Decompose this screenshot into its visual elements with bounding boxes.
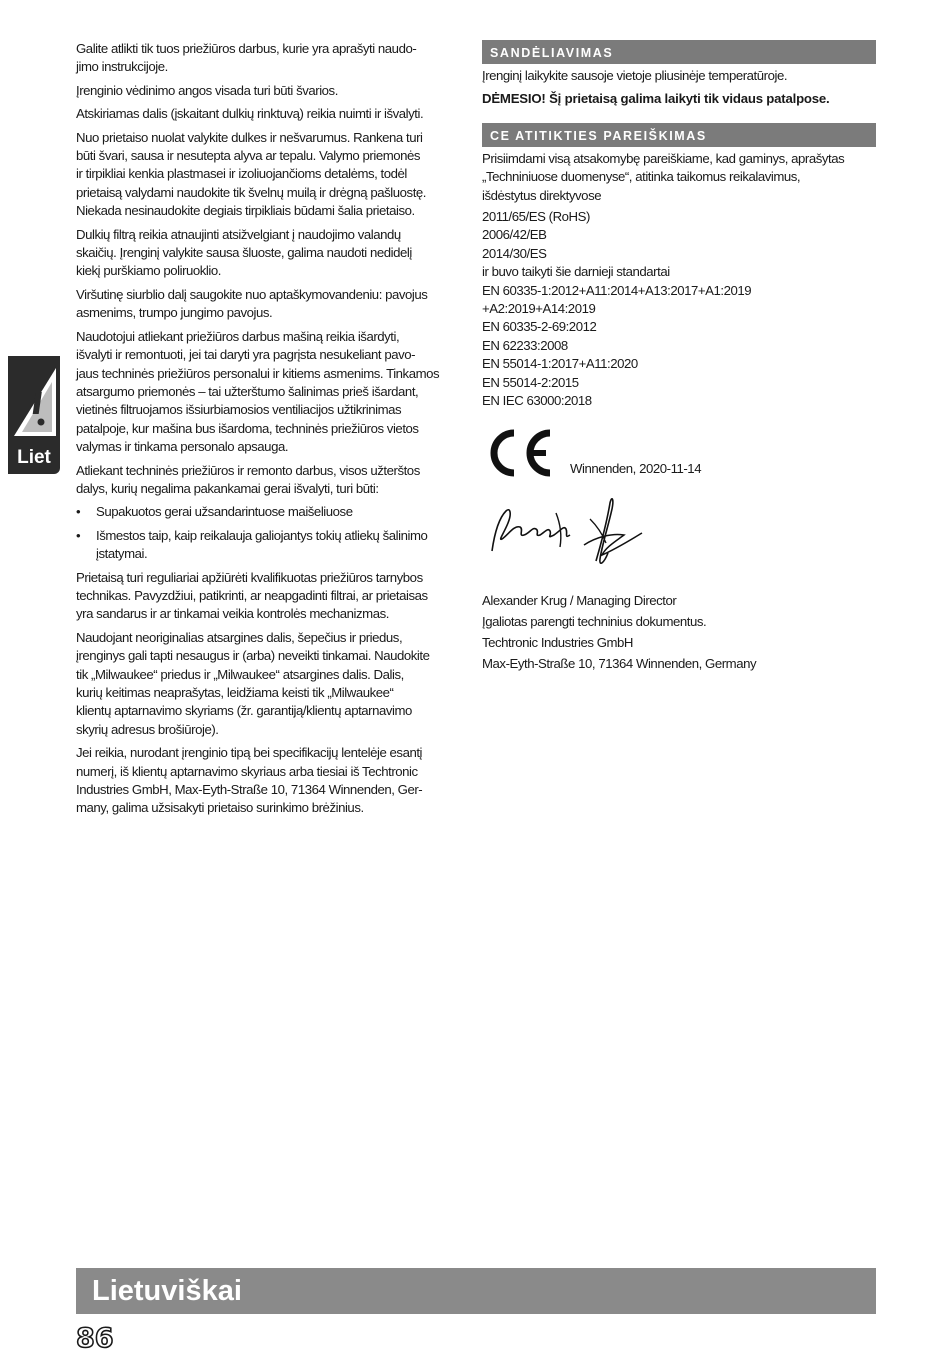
directives-standards-list (482, 208, 876, 410)
bullet-list (76, 503, 469, 563)
signatory-line: Techtronic Industries GmbH (482, 634, 634, 650)
ce-mark-icon (484, 427, 554, 479)
signatory-line: Max-Eyth-Straße 10, 71364 Winnenden, Germany (482, 655, 757, 671)
paragraph: Dulkių filtrą reikia atnaujinti atsižvelgiant į naudojimo valandų skaičių. Įrenginį valykite sausa šluoste, galima naudoti nedidelį kiekį purškiamo poliruoklio. (76, 226, 412, 279)
standard-line: 2011/65/ES (RoHS) (482, 209, 590, 225)
language-footer-bar: Lietuviškai (76, 1268, 876, 1314)
side-tab-label: Liet (17, 447, 51, 468)
paragraph: Nuo prietaiso nuolat valykite dulkes ir nešvarumus. Rankena turi būti švari, sausa ir nesutepta alyva ar tepalu. Valymo priemonės ir tirpikliai kenkia plastmasei ir izoliuojančioms detalėms, todėl prietaisą valydami naudokite tik švelnų muilą ir drėgną pašluostę. Niekada nesinaudokite degiais tirpikliais būdami šalia prietaiso. (76, 129, 427, 219)
list-item-text: Supakuotos gerai užsandarintuose maišeliuose (96, 504, 353, 520)
bullet-icon: • (76, 504, 81, 520)
paragraph: Naudojant neoriginalias atsargines dalis, šepečius ir priedus, įrenginys gali tapti nesaugus ir (arba) neveikti tinkamai. Naudokite tik „Milwaukee“ priedus ir „Milwaukee“ atsargines dalis. Dalis, kurių keitimas neaprašytas, leidžiama keisti tik „Milwaukee“ klientų aptarnavimo skyriams (žr. garantiją/klientų aptarnavimo skyrių adresus brošiūroje). (76, 629, 430, 737)
standard-line: EN 55014-1:2017+A11:2020 (482, 356, 638, 372)
signatory-line: Alexander Krug / Managing Director (482, 592, 677, 608)
paragraph: Galite atlikti tik tuos priežiūros darbus, kurie yra aprašyti naudo- jimo instrukcijoje. (76, 41, 417, 75)
standard-line: EN 60335-2-69:2012 (482, 319, 597, 335)
standard-line: 2014/30/ES (482, 245, 547, 261)
paragraph: Atliekant techninės priežiūros ir remonto darbus, visos užterštos dalys, kurių negalima pakankamai gerai išvalyti, turi būti: (76, 462, 420, 496)
right-column (482, 40, 876, 674)
signatory-line: Įgaliotas parengti techninius dokumentus. (482, 613, 707, 629)
paragraph: Prietaisą turi reguliariai apžiūrėti kvalifikuotas priežiūros tarnybos technikas. Pavyzdžiui, patikrinti, ar neapgadinti filtrai, ar prietaisas yra sandarus ir ar tinkamai veikia kontrolės mechanizmas. (76, 569, 428, 622)
ce-heading: CE ATITIKTIES PAREIŠKIMAS (482, 123, 876, 147)
standard-line: +A2:2019+A14:2019 (482, 301, 596, 317)
list-item (76, 527, 469, 564)
paragraph: Viršutinę siurblio dalį saugokite nuo aptaškymovandeniu: pavojus asmenims, trumpo jungimo pavojus. (76, 286, 428, 321)
standard-line: ir buvo taikyti šie darnieji standartai (482, 264, 670, 280)
paragraph: Jei reikia, nurodant įrenginio tipą bei specifikacijų lentelėje esantį numerį, iš klientų aptarnavimo skyriaus arba tiesiai iš Techtronic Industries GmbH, Max-Eyth-Straße 10, 71364 Winnenden, Ger- many, galima užsisakyti prietaiso surinkimo brėžinius. (76, 745, 423, 816)
paragraph: Atskiriamas dalis (įskaitant dulkių rinktuvą) reikia nuimti ir išvalyti. (76, 106, 424, 122)
standard-line: 2006/42/EB (482, 227, 547, 243)
page-number: 86 (76, 1323, 114, 1354)
place-date: Winnenden, 2020-11-14 (570, 460, 702, 476)
signature-image (484, 489, 654, 579)
list-item (76, 503, 469, 521)
left-column (76, 40, 469, 823)
ce-intro: Prisiimdami visą atsakomybę pareiškiame, kad gaminys, aprašytas „Techniniuose duomenyse“, atitinka taikomus reikalavimus, išdėstytus direktyvose (482, 150, 845, 203)
ce-mark-row (482, 427, 876, 489)
paragraph: Naudotojui atliekant priežiūros darbus mašiną reikia išardyti, išvalyti ir remontuoti, jei tai daryti yra pagrįsta nesukeliant pavo- jaus techninės priežiūros personalui ir kitiems asmenims. Tinkamos atsargumo priemonės – tai užterštumo šalinimas prieš išardant, vietinės filtruojamos išsiurbiamosios ventiliacijos užtikrinimas patalpoje, kur mašina bus išardoma, techninės priežiūros vietos valymas ir tinkama personalo apsauga. (76, 328, 440, 455)
list-item-text: Išmestos taip, kaip reikalauja galiojantys tokių atliekų šalinimo įstatymai. (96, 527, 428, 562)
paragraph: Įrenginio vėdinimo angos visada turi būti švarios. (76, 82, 338, 98)
warning-triangle-icon (10, 362, 60, 442)
standard-line: EN 55014-2:2015 (482, 374, 579, 390)
storage-warning: DĖMESIO! Šį prietaisą galima laikyti tik vidaus patalpose. (482, 91, 830, 107)
bullet-icon: • (76, 527, 81, 543)
standard-line: EN 62233:2008 (482, 337, 568, 353)
standard-line: EN IEC 63000:2018 (482, 393, 592, 409)
storage-text: Įrenginį laikykite sausoje vietoje pliusinėje temperatūroje. (482, 68, 788, 83)
storage-heading: SANDĖLIAVIMAS (482, 40, 876, 64)
language-side-tab (8, 356, 60, 474)
signatory-block (482, 590, 876, 674)
standard-line: EN 60335-1:2012+A11:2014+A13:2017+A1:2019 (482, 282, 752, 298)
